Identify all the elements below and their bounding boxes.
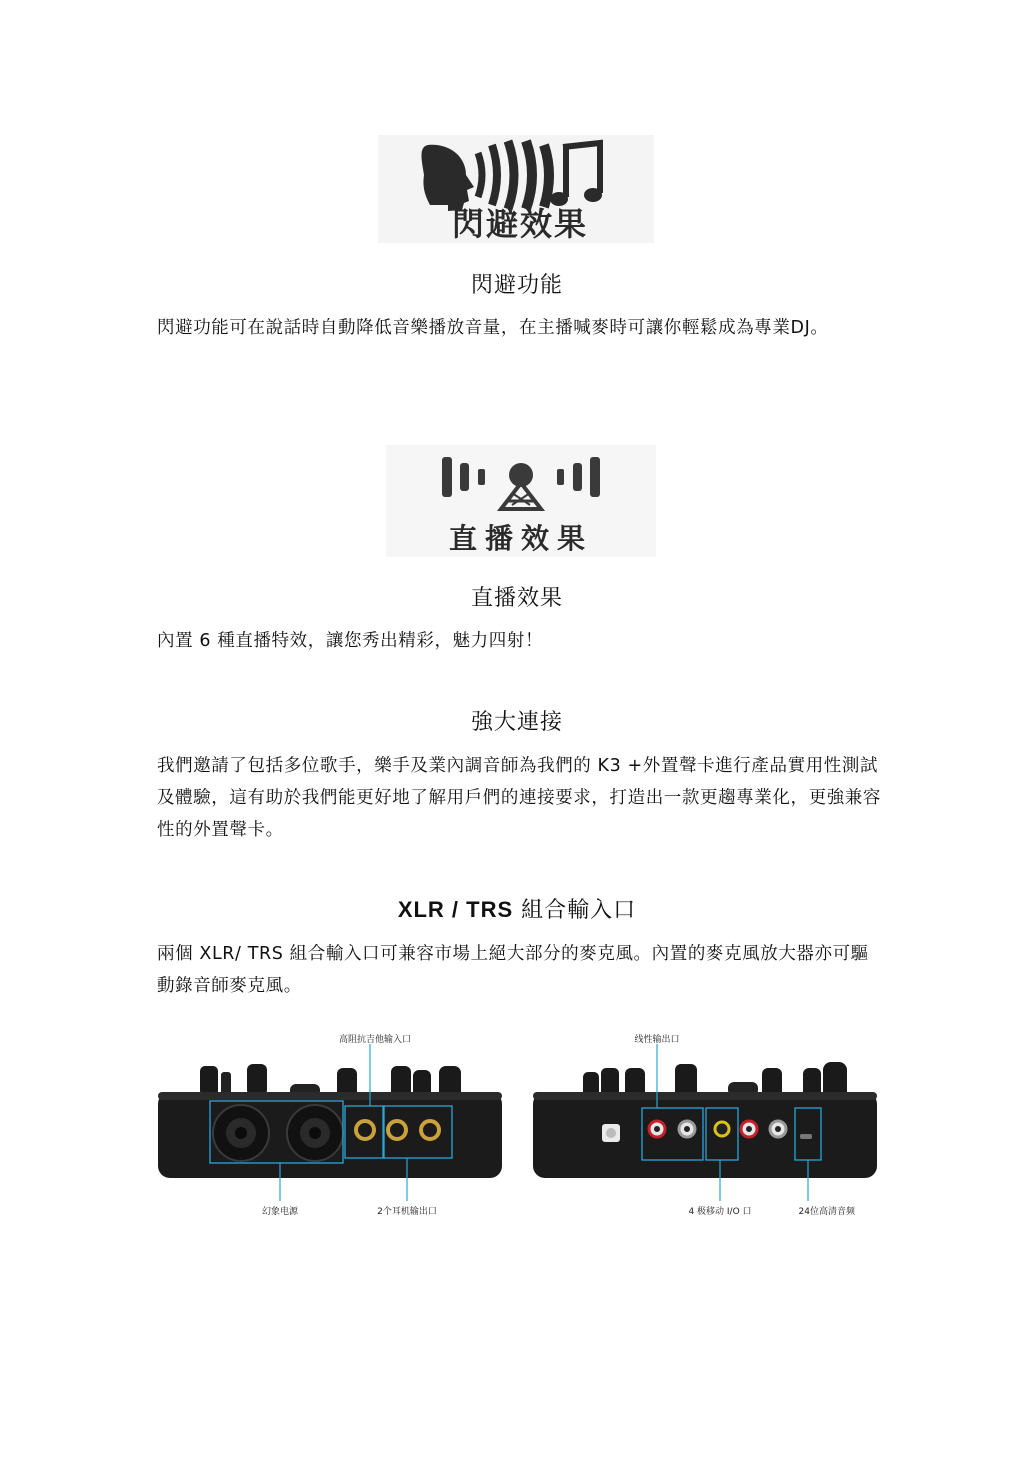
callout-guitar-input: 高阻抗吉他输入口 [338,1035,411,1045]
live-logo-text: 直播效果 [448,522,593,555]
ducking-body: 閃避功能可在說話時自動降低音樂播放音量，在主播喊麥時可讓你輕鬆成為專業DJ。 [157,318,829,338]
callout-phantom-power: 幻象电源 [261,1207,298,1217]
live-body: 內置 6 種直播特效，讓您秀出精彩，魅力四射！ [157,631,544,651]
xlr-body: 兩個 XLR/ TRS 組合輸入口可兼容市場上絕大部分的麥克風。內置的麥克風放大器亦可驅動錄音師麥克風。 [157,944,869,996]
device-front [158,1044,502,1201]
ducking-logo [378,135,654,243]
xlr-heading-cjk: 組合輸入口 [521,898,637,923]
ducking-logo-text: 閃避效果 [451,205,588,243]
live-logo [386,445,656,557]
live-heading: 直播效果 [470,586,563,611]
connect-heading: 強大連接 [470,710,563,735]
device-illustration [155,1026,880,1226]
connect-body: 我們邀請了包括多位歌手，樂手及業內調音師為我們的 K3 +外置聲卡進行產品實用性測試及體驗，這有助於我們能更好地了解用戶們的連接要求，打造出一款更趨專業化，更強兼容性的外置聲卡。 [157,756,881,840]
ducking-heading: 閃避功能 [470,273,563,298]
callout-24bit-audio: 24位高清音频 [798,1207,855,1217]
callout-headphone-outputs: 2个耳机输出口 [377,1207,437,1217]
xlr-heading-latin: XLR / TRS [397,897,514,922]
xlr-heading [0,893,1034,924]
callout-mobile-io: 4 极移动 I/O 口 [688,1207,752,1217]
device-back [533,1044,877,1201]
device-image [155,1026,880,1226]
callout-line-output: 线性输出口 [634,1035,680,1045]
